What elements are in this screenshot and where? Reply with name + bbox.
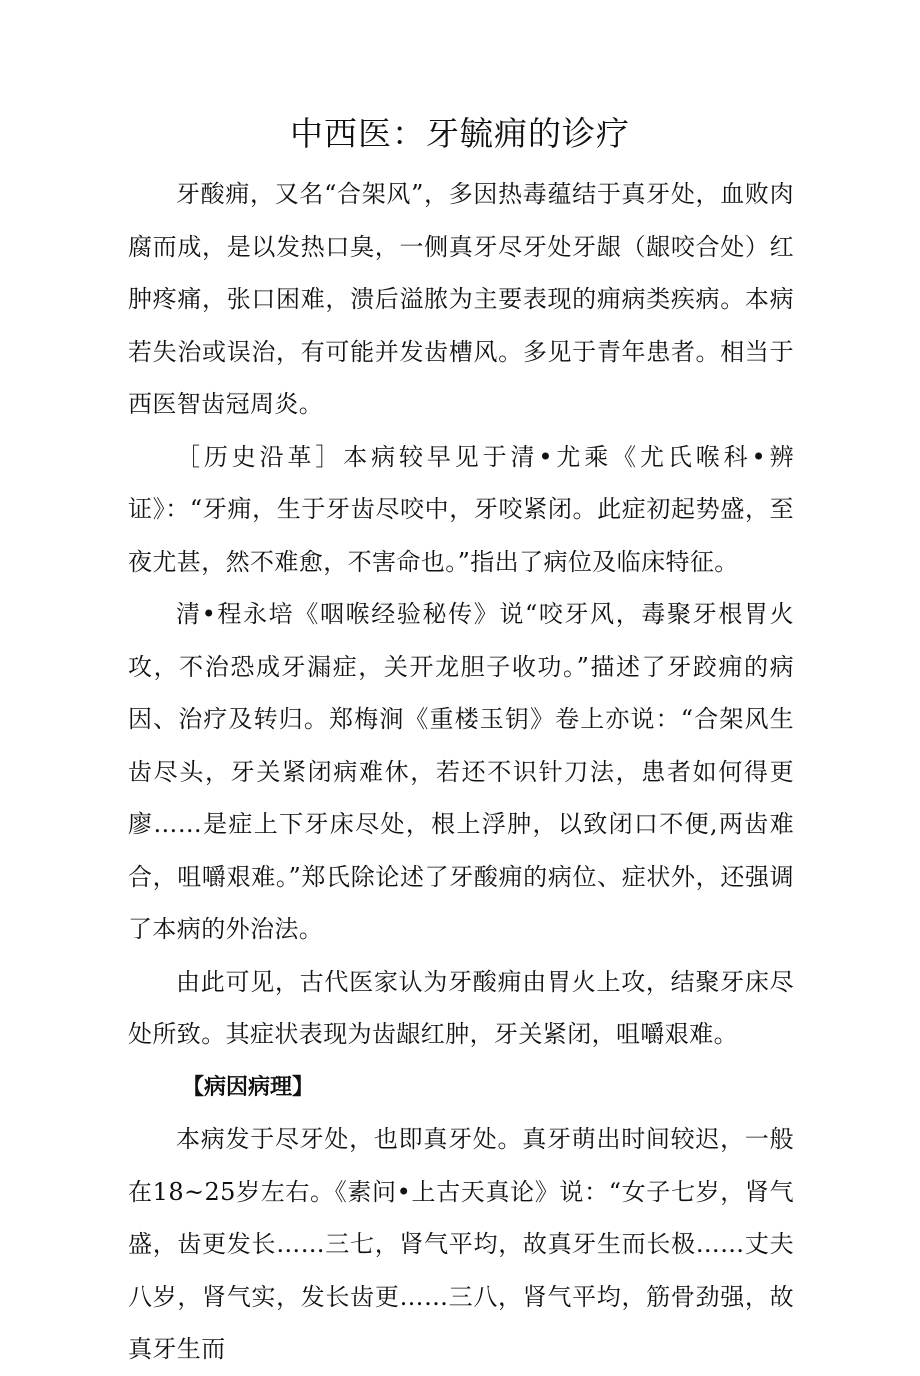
document-body xyxy=(128,168,794,1376)
history-paragraph: ［历史沿革］本病较早见于清•尤乘《尤氏喉科•辨证》：“牙痈，生于牙齿尽咬中，牙咬紧闭。此症初起势盛，至夜尤甚，然不难愈，不害命也。”指出了病位及临床特征。 xyxy=(128,442,794,576)
section-heading-etiology: 【病因病理】 xyxy=(182,1073,315,1100)
citation-paragraph: 清•程永培《咽喉经验秘传》说“咬牙风，毒聚牙根胃火攻，不治恐成牙漏症，关开龙胆子收功。”描述了牙跤痈的病因、治疗及转归。郑梅涧《重楼玉钥》卷上亦说：“合架风生齿尽头，牙关紧闭病难休，若还不识针刀法，患者如何得更廖……是症上下牙床尽处，根上浮肿，以致闭口不便,两齿难合，咀嚼艰难。”郑氏除论述了牙酸痈的病位、症状外，还强调了本病的外治法。 xyxy=(128,600,794,943)
intro-paragraph: 牙酸痈，又名“合架风”，多因热毒蕴结于真牙处，血败肉腐而成，是以发热口臭，一侧真牙尽牙处牙龈（龈咬合处）红肿疼痛，张口困难，溃后溢脓为主要表现的痈病类疾病。本病若失治或误治，有可能并发齿槽风。多见于青年患者。相当于西医智齿冠周炎。 xyxy=(128,180,794,418)
etiology-paragraph: 本病发于尽牙处，也即真牙处。真牙萌出时间较迟，一般在18~25岁左右。《素问•上古天真论》说：“女子七岁，肾气盛，齿更发长……三七，肾气平均，故真牙生而长极……丈夫八岁，肾气实，发长齿更……三八，肾气平均，筋骨劲强，故真牙生而 xyxy=(128,1125,794,1363)
summary-paragraph: 由此可见，古代医家认为牙酸痈由胃火上攻，结聚牙床尽处所致。其症状表现为齿龈红肿，牙关紧闭，咀嚼艰难。 xyxy=(128,967,794,1048)
page-title: 中西医：牙毓痈的诊疗 xyxy=(290,114,630,153)
